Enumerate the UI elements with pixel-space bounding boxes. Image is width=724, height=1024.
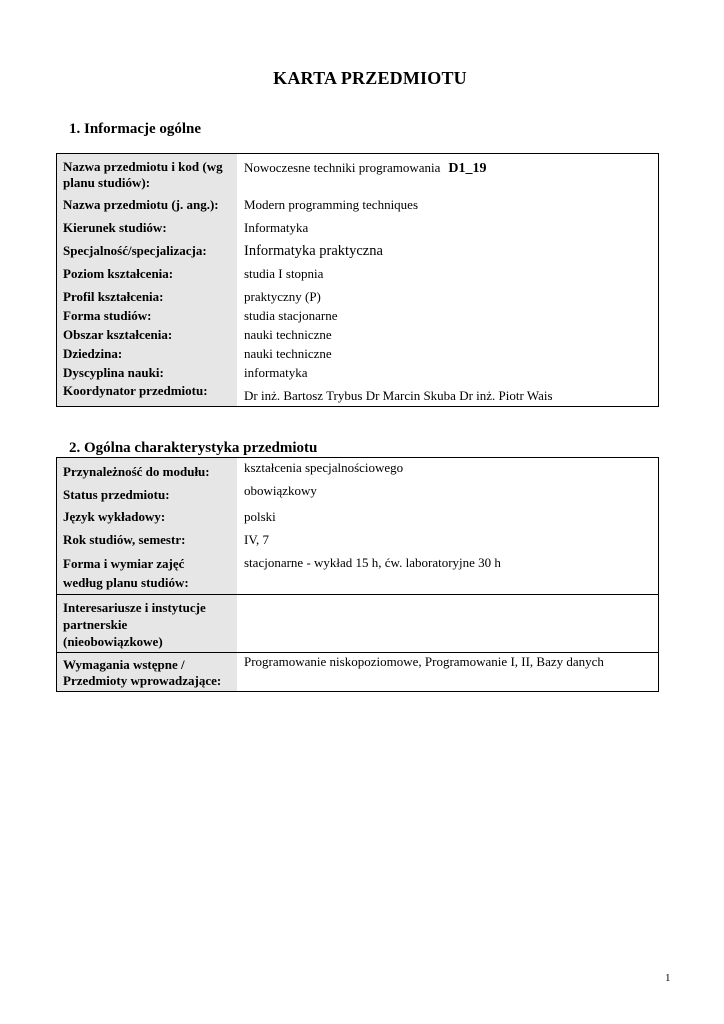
- row-label: Forma i wymiar zajęć według planu studiów:: [63, 556, 189, 590]
- document-title: KARTA PRZEDMIOTU: [273, 68, 467, 88]
- row-value: Dr inż. Bartosz Trybus Dr Marcin Skuba Dr inż. Piotr Wais: [244, 388, 553, 403]
- row-value: Informatyka praktyczna: [244, 243, 383, 259]
- row-label: Nazwa przedmiotu i kod (wg planu studiów):: [63, 159, 223, 190]
- row-label: Nazwa przedmiotu (j. ang.):: [63, 197, 219, 212]
- row-value: polski: [244, 509, 276, 524]
- row-value: praktyczny (P): [244, 289, 321, 304]
- row-label: Rok studiów, semestr:: [63, 532, 186, 547]
- row-label: Profil kształcenia:: [63, 289, 164, 304]
- row-value: nauki techniczne: [244, 346, 332, 361]
- row-value: studia stacjonarne: [244, 308, 338, 323]
- row-value: studia I stopnia: [244, 266, 324, 281]
- row-label: Dziedzina:: [63, 346, 123, 361]
- row-value: IV, 7: [244, 532, 270, 547]
- row-label: Status przedmiotu:: [63, 487, 170, 502]
- row-value: obowiązkowy: [244, 483, 317, 498]
- row-label: Wymagania wstępne / Przedmioty wprowadzające:: [63, 657, 222, 688]
- course-code: D1_19: [448, 161, 487, 176]
- row-value: kształcenia specjalnościowego: [244, 460, 404, 475]
- row-label: Kierunek studiów:: [63, 220, 167, 235]
- characteristics-table: [56, 457, 659, 692]
- row-value: Informatyka: [244, 220, 309, 235]
- course-name: Nowoczesne techniki programowania: [244, 160, 441, 175]
- row-label: Obszar kształcenia:: [63, 327, 173, 342]
- divider: [57, 594, 658, 595]
- row-label: Forma studiów:: [63, 308, 152, 323]
- row-label: Język wykładowy:: [63, 509, 166, 524]
- row-label: Specjalność/specjalizacja:: [63, 243, 207, 258]
- divider: [57, 652, 658, 653]
- section-heading-characteristics: 2. Ogólna charakterystyka przedmiotu: [69, 440, 318, 456]
- section-heading-general-info: 1. Informacje ogólne: [69, 121, 202, 137]
- general-info-table: [56, 153, 659, 407]
- page-number: 1: [665, 972, 671, 984]
- row-label: Koordynator przedmiotu:: [63, 383, 208, 398]
- row-value: Modern programming techniques: [244, 197, 419, 212]
- row-value: [244, 160, 487, 177]
- row-label: Przynależność do modułu:: [63, 464, 210, 479]
- row-value: nauki techniczne: [244, 327, 332, 342]
- row-value: informatyka: [244, 365, 308, 380]
- row-value: Programowanie niskopoziomowe, Programowanie I, II, Bazy danych: [244, 654, 604, 669]
- row-value: stacjonarne - wykład 15 h, ćw. laboratoryjne 30 h: [244, 555, 501, 570]
- row-label: Poziom kształcenia:: [63, 266, 174, 281]
- row-label: Interesariusze i instytucje partnerskie (nieobowiązkowe): [63, 600, 206, 649]
- row-label: Dyscyplina nauki:: [63, 365, 164, 380]
